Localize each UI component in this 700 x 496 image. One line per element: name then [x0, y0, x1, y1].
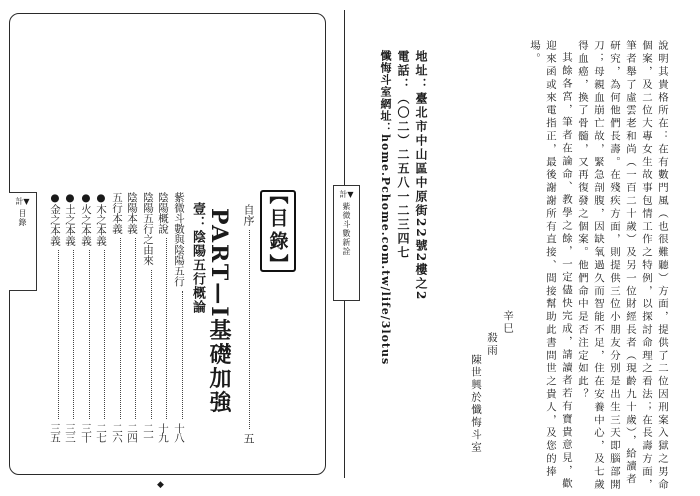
toc-entry	[63, 192, 78, 442]
tab-mark: 計▼	[15, 197, 30, 206]
toc-entry	[156, 192, 171, 442]
entry-title: 五行本義	[111, 192, 123, 234]
leader-dots	[94, 250, 105, 419]
tab-mark: 計▼	[339, 190, 354, 199]
entry-title: 陰陽五行之由來	[142, 192, 154, 266]
entry-page: 二一	[142, 423, 154, 442]
leader-dots	[48, 250, 59, 419]
text-column: 場。	[528, 40, 540, 66]
leader-dots	[63, 250, 74, 419]
entry-page: 十九	[157, 423, 169, 442]
entry-page: 三十	[80, 423, 92, 442]
leader-dots	[125, 238, 136, 419]
toc-entry	[172, 192, 187, 442]
contact-website: 懺悔斗室網址：home.Pchome.com.tw/life/3lotus	[379, 50, 392, 366]
tab-label: 紫微斗數新詮	[342, 202, 351, 256]
entry-page: 三五	[49, 423, 61, 442]
toc-entry	[48, 192, 63, 442]
toc-entry	[141, 192, 156, 442]
preface-page	[339, 10, 683, 492]
signature-season: 殺雨	[486, 332, 498, 357]
toc-title: 【目錄】	[266, 185, 289, 277]
entry-title: 陰陽概說	[157, 192, 169, 234]
leader-dots	[141, 270, 152, 420]
text-column: 得血癌，換了骨髓，又再復發之個案。他們命中是否注定如此？	[576, 40, 588, 402]
text-column: 筆者舉了虛雲老和尚（一百二十歲）及另一位財經長者（現齡九十歲），給讀者	[624, 40, 636, 487]
entry-title: ●土之本義	[64, 192, 76, 246]
entry-title: ●木之本義	[95, 192, 107, 246]
contact-phone: 電話：（〇二）二五八一二三四七	[396, 50, 410, 260]
contact-address: 地址：臺北市中山區中原街22號2樓之2	[414, 50, 428, 302]
section-tab	[333, 185, 360, 301]
toc-entry	[125, 192, 140, 442]
section-tab	[9, 192, 37, 291]
text-column: 迎來函或來電指正，最後謝謝所有直接、間接幫助此書問世之貴人，及您的捧	[544, 40, 556, 479]
signature-author: 陳世興於懺悔斗室	[470, 354, 482, 454]
entry-page: 二七	[95, 423, 107, 442]
tab-label: 目錄	[18, 209, 27, 227]
toc-entry-preface	[240, 204, 256, 444]
toc-title-box	[260, 185, 296, 277]
chapter-heading: 壹：陰陽五行概論	[190, 202, 205, 314]
text-column: 說明其貴格所在：在有數門風（也很難聽）方面，提供了二位因刑案入獄之男命	[656, 40, 668, 492]
leader-dots	[172, 291, 183, 420]
entry-page: 二六	[111, 423, 123, 442]
entry-title: 紫微斗數與陰陽五行	[173, 192, 185, 287]
text-column: 研究，為何他們長壽。在殘疾方面，則提供三位小朋友分別是出生三天即腦部開	[608, 40, 620, 492]
entry-title: ●火之本義	[80, 192, 92, 246]
leader-dots	[240, 230, 250, 429]
leader-dots	[110, 238, 121, 419]
entry-page: 三三	[64, 423, 76, 442]
diamond-mark-icon: ◆	[157, 480, 164, 490]
signature-date: 辛巳	[502, 310, 514, 335]
part-heading: PART—I基礎加強	[206, 208, 232, 415]
toc-entry	[94, 192, 109, 442]
entry-title: ●金之本義	[49, 192, 61, 246]
leader-dots	[156, 238, 167, 419]
entry-page: 五	[242, 433, 255, 444]
text-column: 其餘各宮，筆者在論命、教學之餘，一定儘快完成，請讀者若有寶貴意見，歡	[560, 52, 572, 491]
toc-entry	[110, 192, 125, 442]
toc-entry	[79, 192, 94, 442]
entry-title: 陰陽本義	[126, 192, 138, 234]
text-column: 個案，及二位大專女生故事包情工作之特例，以探討命理之看法；在長壽方面，	[640, 40, 652, 492]
toc-page	[9, 13, 326, 490]
leader-dots	[79, 250, 90, 419]
entry-title: 自序	[242, 204, 255, 226]
text-column: 刀；母親血崩亡故，緊急剖腹，因缺氧過久而智能不足，住在安養中心，及七歲	[592, 40, 604, 492]
entry-page: 二四	[126, 423, 138, 442]
entry-page: 十八	[173, 423, 185, 442]
